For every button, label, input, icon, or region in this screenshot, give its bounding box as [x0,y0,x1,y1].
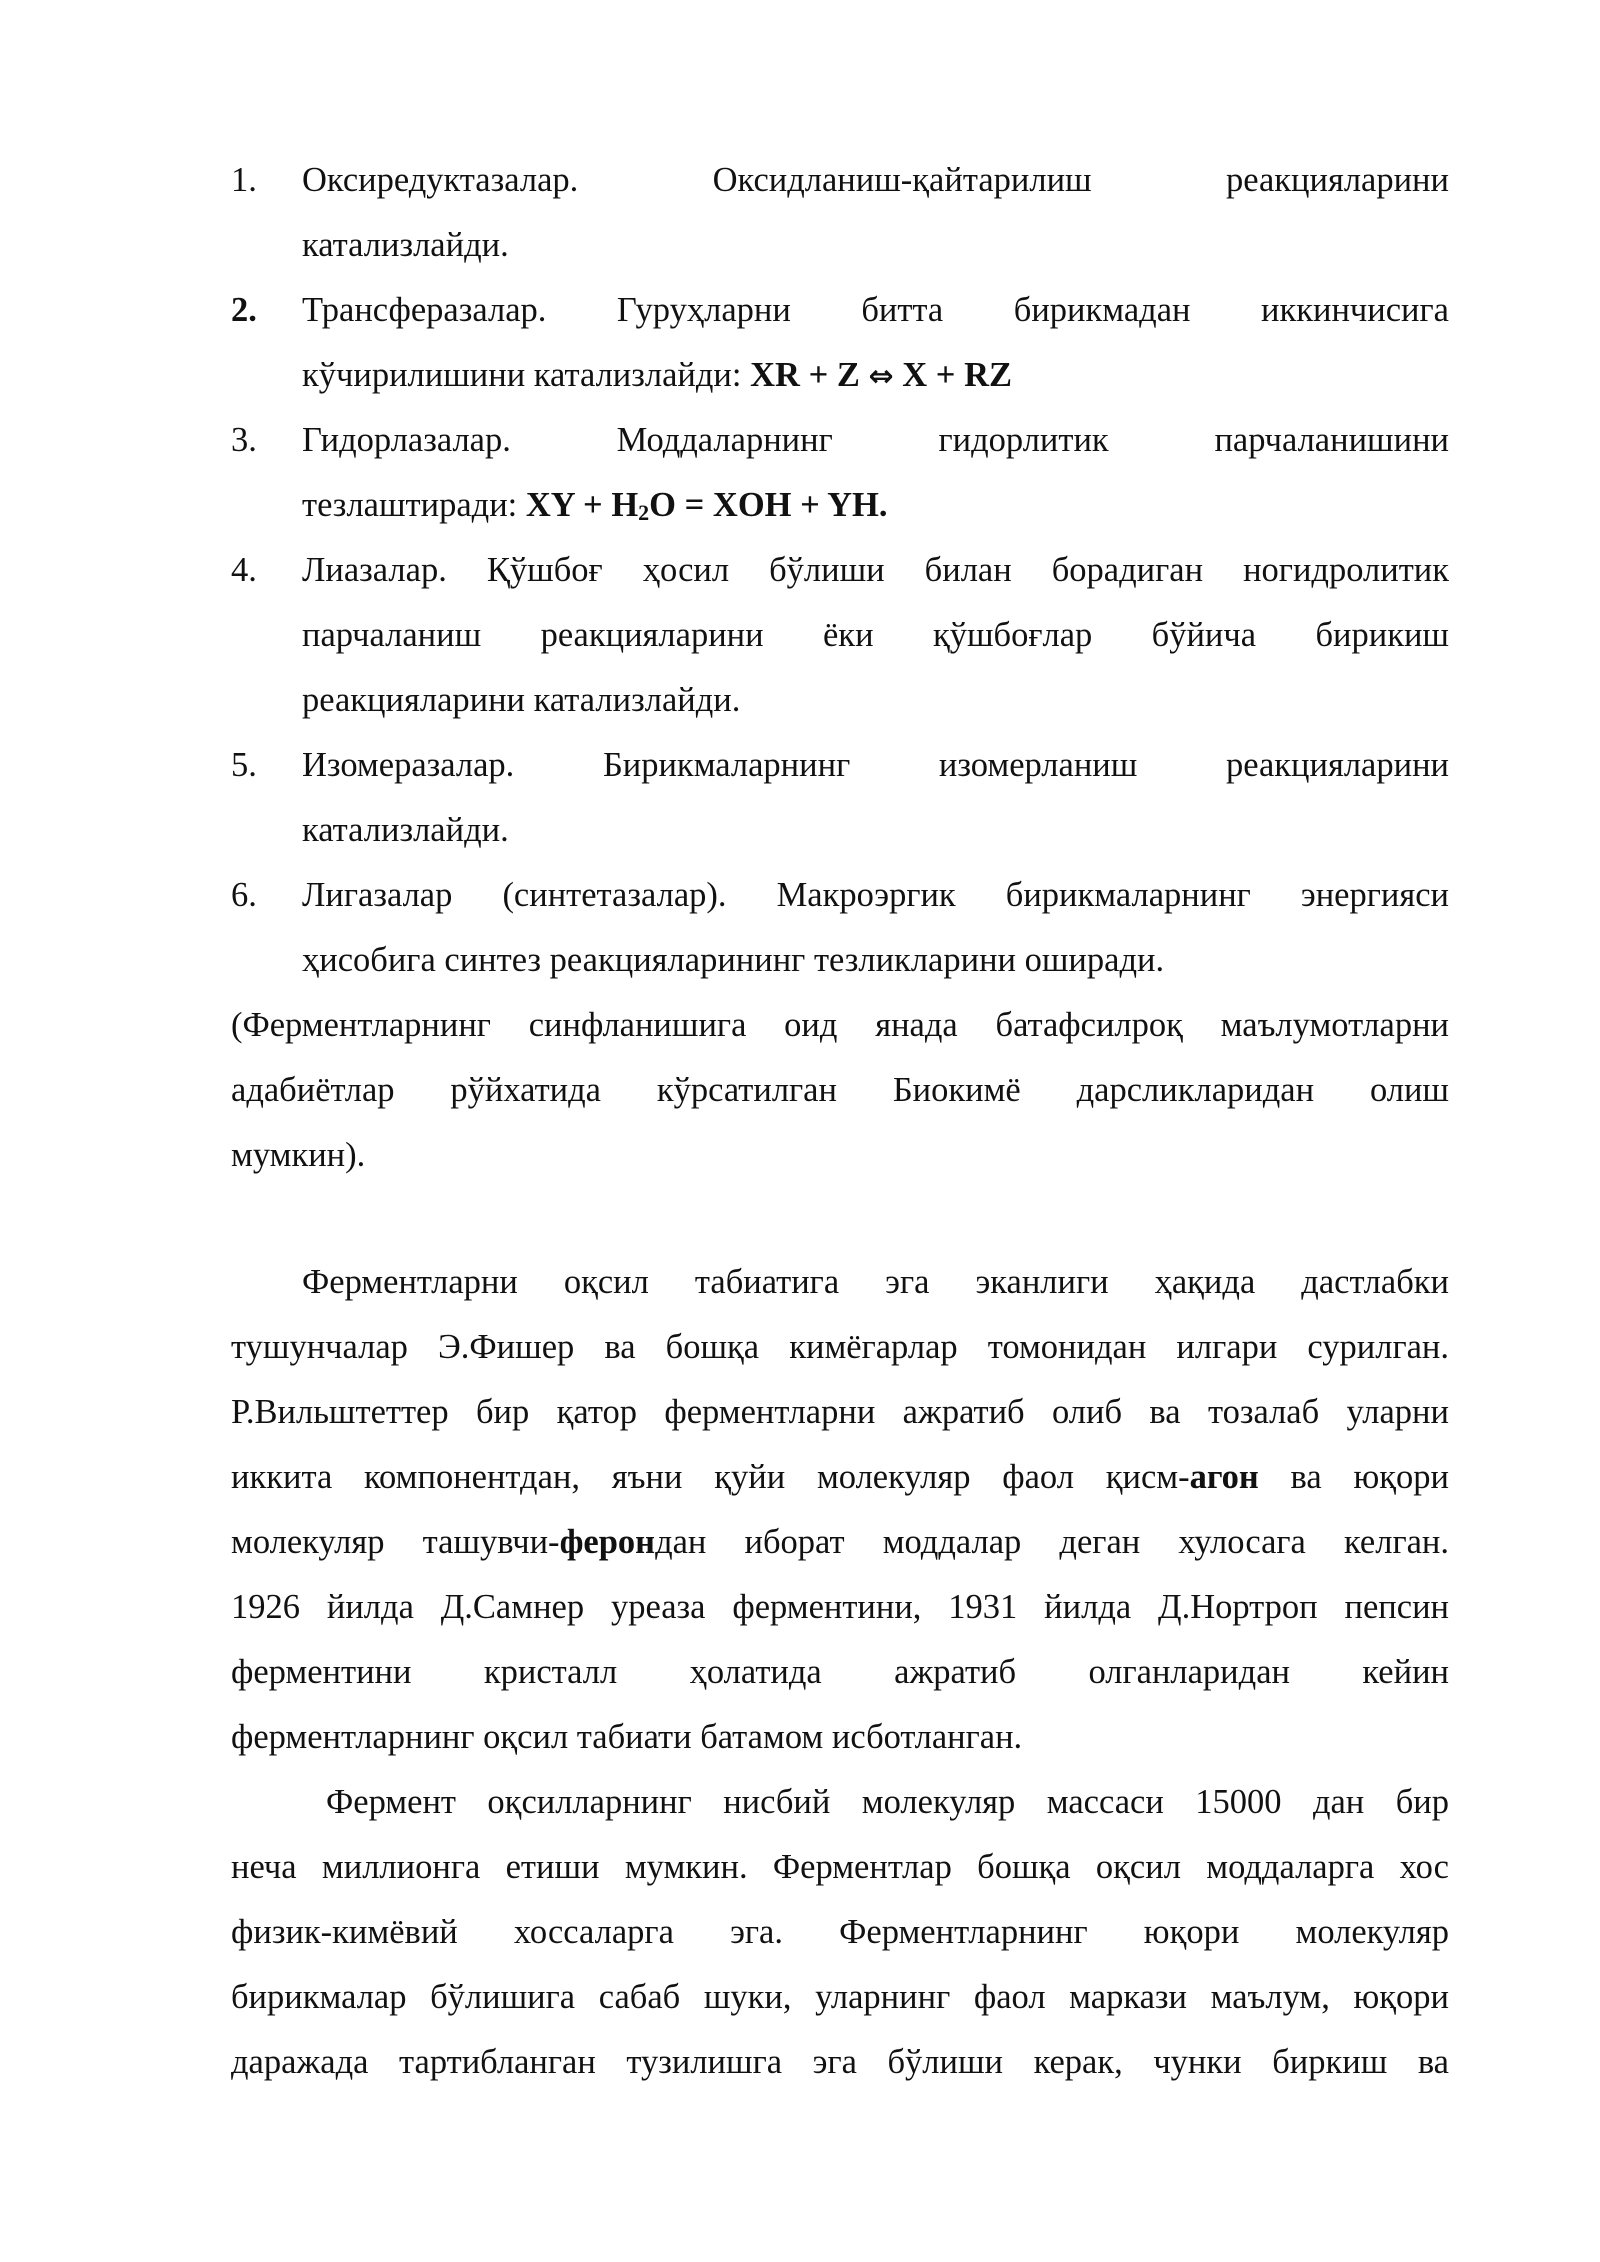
reaction-formula [526,486,888,524]
item-text-line: катализлайди. [302,226,509,264]
list-number: 6. [231,876,257,914]
formula-right: X + RZ [893,356,1012,394]
paragraph-molecular-mass [231,1770,1449,2095]
item-text-line: парчаланиш реакцияларини ёки қўшбоғлар бўйича бирикиш [302,616,1449,654]
paragraph-line [231,1445,1449,1510]
item-text-line: реакцияларини катализлайди. [302,681,741,719]
term-agon: агон [1189,1458,1259,1496]
list-number: 4. [231,551,257,589]
list-number: 1. [231,161,257,199]
paragraph-spacer [231,1188,1449,1250]
formula-subscript: 2 [638,500,650,525]
enzyme-class-item-3 [231,408,1449,538]
paragraph-line: ферментларнинг оқсил табиати батамом исботланган. [231,1718,1023,1756]
paragraph-line: бирикмалар бўлишига сабаб шуки, уларнинг фаол маркази маълум, юқори [231,1978,1449,2016]
paragraph-line: даражада тартибланган тузилишга эга бўлиши керак, чунки биркиш ва [231,2043,1449,2081]
double-arrow-icon: ⇔ [868,359,894,394]
paragraph-line: Фермент оқсилларнинг нисбий молекуляр массаси 15000 дан бир [326,1783,1449,1821]
item-text-line: Изомеразалар. Бирикмаларнинг изомерланиш реакцияларини [302,746,1449,784]
paragraph-line: 1926 йилда Д.Самнер уреаза ферментини, 1931 йилда Д.Нортроп пепсин [231,1588,1449,1626]
paragraph-line: тушунчалар Э.Фишер ва бошқа кимёгарлар томонидан илгари сурилган. [231,1328,1449,1366]
text-run: дан иборат моддалар деган хулосага келган. [655,1523,1449,1561]
list-number: 5. [231,746,257,784]
reaction-formula [750,356,1012,394]
note-line: мумкин). [231,1136,366,1174]
paragraph-line: физик-кимёвий хоссаларга эга. Ферментларнинг юқори молекуляр [231,1913,1449,1951]
enzyme-class-item-6 [231,863,1449,993]
formula-right: O = XOH + YH. [649,486,888,524]
item-text-line: Лигазалар (синтетазалар). Макроэргик бирикмаларнинг энергияси [302,876,1449,914]
item-text: тезлаштиради: [302,486,526,524]
item-text-line: катализлайди. [302,811,509,849]
item-text-line: Трансферазалар. Гуруҳларни битта бирикмадан иккинчисига [302,291,1449,329]
paragraph-protein-nature [231,1250,1449,1770]
reference-note [231,993,1449,1188]
formula-left: XR + Z [750,356,869,394]
term-feron: ферон [559,1523,656,1561]
formula-left: XY + H [525,486,639,524]
text-run: молекуляр ташувчи- [231,1523,560,1561]
item-text: кўчирилишини катализлайди: [302,356,751,394]
item-text-line: ҳисобига синтез реакцияларининг тезликларини оширади. [302,941,1165,979]
enzyme-class-item-2 [231,278,1449,408]
enzyme-class-item-1 [231,148,1449,278]
note-line: (Ферментларнинг синфланишига оид янада батафсилроқ маълумотларни [231,1006,1449,1044]
note-line: адабиётлар рўйхатида кўрсатилган Биокимё дарсликларидан олиш [231,1071,1449,1109]
document-page [231,148,1449,2095]
text-run: иккита компонентдан, яъни қуйи молекуляр фаол қисм- [231,1458,1190,1496]
paragraph-line: Р.Вильштеттер бир қатор ферментларни ажратиб олиб ва тозалаб уларни [231,1393,1449,1431]
list-number: 2. [231,291,257,329]
enzyme-class-item-5 [231,733,1449,863]
text-run: ва юқори [1258,1458,1449,1496]
paragraph-line: ферментини кристалл ҳолатида ажратиб олганларидан кейин [231,1653,1449,1691]
paragraph-line [231,1510,1449,1575]
item-text-line: Гидорлазалар. Моддаларнинг гидорлитик парчаланишини [302,421,1449,459]
paragraph-line: Ферментларни оқсил табиатига эга эканлиги ҳақида дастлабки [302,1263,1449,1301]
item-text-line: Лиазалар. Қўшбоғ ҳосил бўлиши билан борадиган ногидролитик [302,551,1449,589]
enzyme-class-item-4 [231,538,1449,733]
paragraph-line: неча миллионга етиши мумкин. Ферментлар бошқа оқсил моддаларга хос [231,1848,1449,1886]
list-number: 3. [231,421,257,459]
item-text-line: Оксиредуктазалар. Оксидланиш-қайтарилиш реакцияларини [302,161,1449,199]
item-text-line [302,473,1449,538]
item-text-line [302,343,1449,408]
